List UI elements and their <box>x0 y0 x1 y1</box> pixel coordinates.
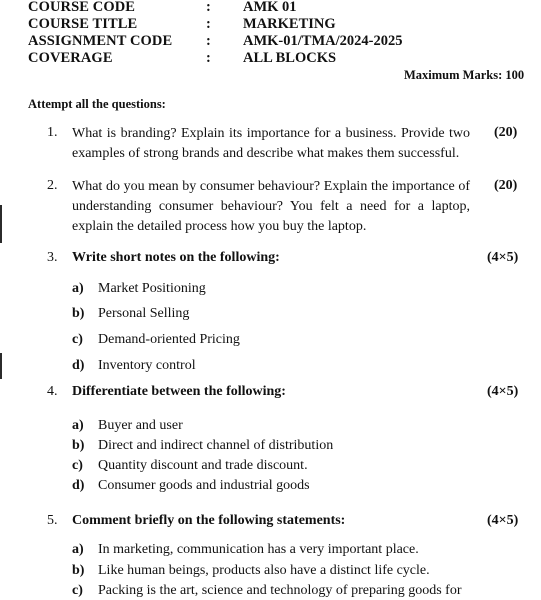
question-number: 1. <box>47 125 58 140</box>
sub-item-text: Quantity discount and trade discount. <box>98 458 308 473</box>
question-text: What is branding? Explain its importance for a business. Provide two examples of strong brands and describe what makes them successful. <box>72 126 470 161</box>
question-marks: (4×5) <box>487 513 519 528</box>
sub-item-letter: a) <box>72 418 84 433</box>
assignment-code-value: AMK-01/TMA/2024-2025 <box>243 33 403 49</box>
sub-item-text: In marketing, communication has a very important place. <box>98 542 419 557</box>
question-marks: (4×5) <box>487 250 519 265</box>
question-number: 2. <box>47 178 58 193</box>
course-title-value: MARKETING <box>243 16 336 32</box>
sub-item-text: Demand-oriented Pricing <box>98 332 240 347</box>
sub-item-letter: c) <box>72 583 83 598</box>
coverage-value: ALL BLOCKS <box>243 50 337 66</box>
sub-item-letter: b) <box>72 563 85 578</box>
sub-item-letter: d) <box>72 478 85 493</box>
instruction-text: Attempt all the questions: <box>28 97 166 111</box>
question-number: 4. <box>47 384 58 399</box>
sub-item-text: Buyer and user <box>98 418 183 433</box>
sub-item-letter: a) <box>72 542 84 557</box>
question-text: What do you mean by consumer behaviour? Explain the importance of understanding consumer behaviour? You felt a need for a laptop, explain the detailed process how you buy the laptop. <box>72 179 470 234</box>
question-number: 3. <box>47 250 58 265</box>
sub-item-text: Personal Selling <box>98 306 190 321</box>
question-heading: Comment briefly on the following statements: <box>72 513 346 528</box>
sub-item-letter: b) <box>72 438 85 453</box>
question-marks: (20) <box>494 125 518 140</box>
left-edge-mark <box>0 353 2 379</box>
question-heading: Differentiate between the following: <box>72 384 286 399</box>
maximum-marks: Maximum Marks: 100 <box>404 68 525 82</box>
course-code-value: AMK 01 <box>243 0 297 15</box>
course-code-label: COURSE CODE <box>28 0 136 15</box>
sub-item-letter: a) <box>72 281 84 296</box>
assignment-code-colon: : <box>206 33 211 49</box>
course-title-label: COURSE TITLE <box>28 16 138 32</box>
coverage-colon: : <box>206 50 211 66</box>
question-number: 5. <box>47 513 58 528</box>
sub-item-letter: c) <box>72 458 83 473</box>
sub-item-text: Direct and indirect channel of distribution <box>98 438 334 453</box>
sub-item-text: Market Positioning <box>98 281 206 296</box>
question-heading: Write short notes on the following: <box>72 250 280 265</box>
assignment-code-label: ASSIGNMENT CODE <box>28 33 173 49</box>
question-marks: (20) <box>494 178 518 193</box>
question-marks: (4×5) <box>487 384 519 399</box>
sub-item-letter: d) <box>72 358 85 373</box>
sub-item-letter: c) <box>72 332 83 347</box>
sub-item-text: Consumer goods and industrial goods <box>98 478 310 493</box>
sub-item-letter: b) <box>72 306 85 321</box>
left-edge-mark <box>0 205 2 243</box>
course-code-colon: : <box>206 0 211 15</box>
sub-item-text: Like human beings, products also have a distinct life cycle. <box>98 563 430 578</box>
sub-item-text: Inventory control <box>98 358 196 373</box>
coverage-label: COVERAGE <box>28 50 113 66</box>
course-title-colon: : <box>206 16 211 32</box>
sub-item-text: Packing is the art, science and technology of preparing goods for <box>98 583 462 598</box>
